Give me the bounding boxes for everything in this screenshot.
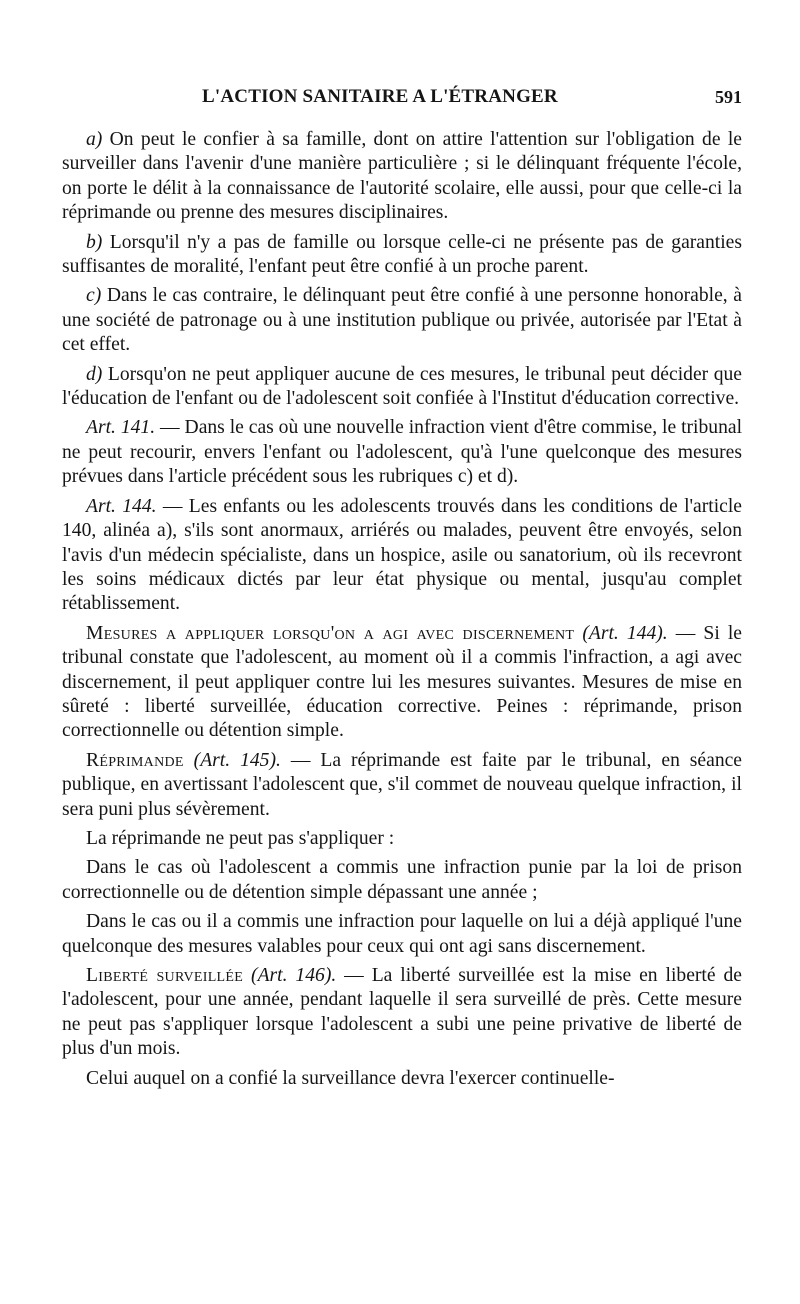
item-label: a) <box>86 129 103 150</box>
section-liberte-surveillee <box>62 964 742 1062</box>
paragraph-text: — Dans le cas où une nouvelle infraction vient d'être commise, le tribunal ne peut recourir, envers l'enfant ou l'adolescent, qu'à l'une quelconque des mesures prévues dans l'article précédent sous les rubriques c) et d). <box>62 417 743 488</box>
section-heading: Réprimande <box>86 749 184 771</box>
page-title: L'ACTION SANITAIRE A L'ÉTRANGER <box>202 86 558 107</box>
article-reference: (Art. 144). <box>574 622 668 644</box>
document-page <box>62 86 742 1096</box>
item-label: c) <box>86 285 102 307</box>
article-reference: (Art. 146). <box>243 965 337 986</box>
paragraph-text: La réprimande ne peut pas s'appliquer : <box>86 827 395 849</box>
paragraph-text: Celui auquel on a confié la surveillance devra l'exercer continuelle- <box>86 1067 615 1089</box>
section-heading: Liberté surveillée <box>86 965 244 986</box>
paragraph-exclusion-2 <box>62 910 742 959</box>
paragraph-text: — Si le tribunal constate que l'adolescent, au moment où il a commis l'infraction, a agi avec discernement, il peut appliquer contre lui les mesures suivantes. Mesures de mise en sûreté : liberté surveillée, éducation corrective. Peines : réprimande, prison correctionnelle ou détention simple. <box>62 622 742 742</box>
section-reprimande <box>62 749 742 822</box>
paragraph-exclusion-1 <box>62 856 742 905</box>
paragraph-continuation <box>62 1067 742 1091</box>
paragraph-reprimande-exclusions <box>62 827 742 851</box>
paragraph-text: — Les enfants ou les adolescents trouvés dans les conditions de l'article 140, alinéa a), s'ils sont anormaux, arriérés ou malades, peuvent être envoyés, selon l'avis d'un médecin spécialiste, dans un hospice, asile ou sanatorium, où ils recevront les soins médicaux dictés par leur état physique ou mental, jusqu'au complet rétablissement. <box>62 495 743 615</box>
paragraph-a <box>62 128 742 226</box>
article-reference: (Art. 145). <box>183 749 281 771</box>
paragraph-text: — La réprimande est faite par le tribunal, en séance publique, en avertissant l'adolescent que, s'il commet de nouveau quelque infraction, il sera puni plus sévèrement. <box>62 749 743 820</box>
item-label: d) <box>86 363 103 385</box>
body-text <box>62 128 742 1091</box>
paragraph-text: — La liberté surveillée est la mise en liberté de l'adolescent, pour une année, pendant laquelle il sera surveillé de près. Cette mesure ne peut pas s'appliquer lorsque l'adolescent a subi une peine privative de liberté de plus d'un mois. <box>62 965 742 1060</box>
section-mesures-discernement <box>62 622 742 744</box>
article-144 <box>62 495 742 617</box>
paragraph-b <box>62 231 742 280</box>
paragraph-text: Lorsqu'on ne peut appliquer aucune de ces mesures, le tribunal peut décider que l'éducation de l'enfant ou de l'adolescent soit confiée à l'Institut d'éducation corrective. <box>62 363 742 410</box>
paragraph-text: Lorsqu'il n'y a pas de famille ou lorsque celle-ci ne présente pas de garanties suffisantes de moralité, l'enfant peut être confié à un proche parent. <box>62 231 742 278</box>
article-141 <box>62 416 742 489</box>
paragraph-text: Dans le cas ou il a commis une infraction pour laquelle on lui a déjà appliqué l'une quelconque des mesures valables pour ceux qui ont agi sans discernement. <box>62 911 742 957</box>
item-label: b) <box>86 231 103 253</box>
paragraph-c <box>62 284 742 357</box>
paragraph-d <box>62 363 742 412</box>
article-label: Art. 144. <box>86 495 157 517</box>
section-heading: Mesures a appliquer lorsqu'on a agi avec discernement <box>86 622 575 644</box>
running-header <box>62 86 742 118</box>
article-label: Art. 141. <box>86 417 156 439</box>
paragraph-text: Dans le cas où l'adolescent a commis une infraction punie par la loi de prison correctionnelle ou de détention simple dépassant une année ; <box>62 857 742 903</box>
page-number: 591 <box>715 87 742 107</box>
paragraph-text: Dans le cas contraire, le délinquant peut être confié à une personne honorable, à une société de patronage ou à une institution publique ou privée, autorisée par l'Etat à cet effet. <box>62 285 742 356</box>
paragraph-text: On peut le confier à sa famille, dont on attire l'attention sur l'obligation de le surveiller dans l'avenir d'une manière particulière ; si le délinquant fréquente l'école, on porte le délit à la connaissance de l'autorité scolaire, elle aussi, pour que celle-ci la réprimande ou prenne des mesures disciplinaires. <box>62 129 742 224</box>
